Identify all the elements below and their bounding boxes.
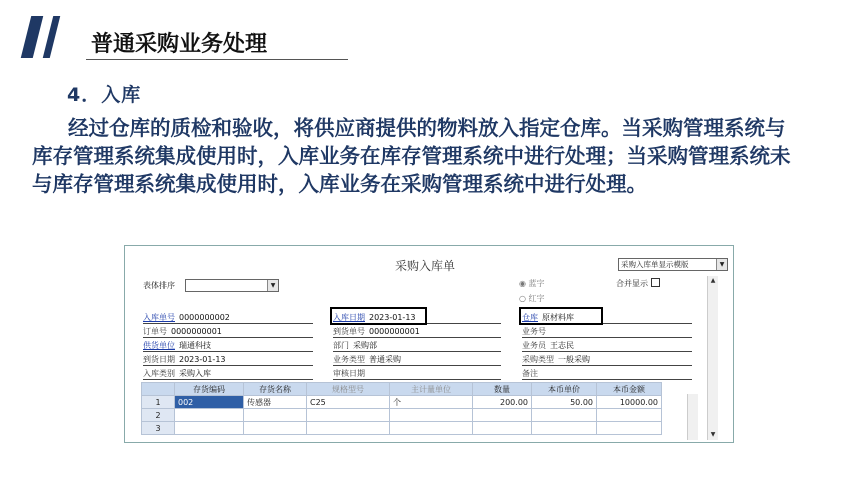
field-supplier[interactable]: [143, 340, 313, 352]
field-receipt-type[interactable]: [143, 368, 313, 380]
field-label[interactable]: 入库单号: [143, 313, 175, 322]
field-label: 审核日期: [333, 369, 365, 378]
template-select-value: 采购入库单显示模版: [621, 260, 689, 269]
highlight-box-warehouse: [519, 307, 603, 325]
field-label: 入库类别: [143, 369, 175, 378]
field-label: 部门: [333, 341, 349, 350]
row-number: 2: [142, 409, 175, 422]
field-value: 原材料库: [542, 313, 574, 322]
field-remark[interactable]: [522, 368, 692, 380]
cell-unit[interactable]: [390, 409, 473, 422]
items-grid: [141, 382, 662, 435]
field-clerk[interactable]: [522, 340, 692, 352]
field-value: 普通采购: [369, 355, 401, 364]
field-value: 2023-01-13: [369, 313, 416, 322]
logo-bar-left: [21, 16, 43, 58]
cell-spec[interactable]: [307, 422, 390, 435]
cell-unit[interactable]: [390, 422, 473, 435]
grid-header-code[interactable]: 存货编码: [175, 383, 244, 396]
scroll-up-icon[interactable]: ▲: [710, 277, 716, 284]
table-row[interactable]: [142, 396, 662, 409]
field-receipt-no[interactable]: [143, 312, 313, 324]
cell-name[interactable]: [244, 422, 307, 435]
grid-header-row: [142, 383, 662, 396]
field-biz-type[interactable]: [333, 354, 501, 366]
grid-header-qty[interactable]: 数量: [473, 383, 532, 396]
cell-price[interactable]: [532, 422, 597, 435]
field-label[interactable]: 仓库: [522, 313, 538, 322]
radio-red[interactable]: ○ 红字: [519, 294, 545, 303]
field-value: 王志民: [550, 341, 574, 350]
cell-amount[interactable]: [597, 409, 662, 422]
field-value: 0000000001: [171, 327, 222, 336]
cell-qty[interactable]: [473, 422, 532, 435]
cell-code[interactable]: [175, 409, 244, 422]
field-value: 采购部: [353, 341, 377, 350]
chevron-down-icon[interactable]: ▼: [716, 259, 727, 270]
field-value: 采购入库: [179, 369, 211, 378]
grid-header-spec[interactable]: 规格型号: [307, 383, 390, 396]
field-value: 0000000002: [179, 313, 230, 322]
title-underline: [86, 59, 348, 60]
grid-header-amount[interactable]: 本币金额: [597, 383, 662, 396]
cell-spec[interactable]: C25: [307, 396, 390, 409]
window-title: 采购入库单: [395, 259, 456, 273]
cell-code[interactable]: [175, 422, 244, 435]
field-label: 备注: [522, 369, 538, 378]
field-label[interactable]: 入库日期: [333, 313, 365, 322]
cell-qty[interactable]: 200.00: [473, 396, 532, 409]
cell-price[interactable]: [532, 409, 597, 422]
field-label: 订单号: [143, 327, 167, 336]
purchase-receipt-window: [124, 245, 734, 443]
field-label: 采购类型: [522, 355, 554, 364]
grid-header-unit[interactable]: 主计量单位: [390, 383, 473, 396]
row-number: 3: [142, 422, 175, 435]
field-arrival-date[interactable]: [143, 354, 313, 366]
page-title: 普通采购业务处理: [91, 32, 268, 57]
highlight-box-date: [330, 307, 427, 325]
radio-blue-label: 蓝字: [528, 279, 545, 288]
cell-name[interactable]: 传感器: [244, 396, 307, 409]
chevron-down-icon[interactable]: ▼: [267, 280, 278, 291]
grid-header-rownum: [142, 383, 175, 396]
table-row[interactable]: [142, 422, 662, 435]
logo-bar-right: [43, 16, 60, 58]
field-label: 到货日期: [143, 355, 175, 364]
field-value: 一般采购: [558, 355, 590, 364]
field-dept[interactable]: [333, 340, 501, 352]
cell-code[interactable]: 002: [175, 396, 244, 409]
template-select[interactable]: [618, 258, 728, 271]
table-row[interactable]: [142, 409, 662, 422]
body-paragraph: 经过仓库的质检和验收，将供应商提供的物料放入指定仓库。当采购管理系统与库存管理系统集成使用时，入库业务在库存管理系统中进行处理；当采购管理系统未与库存管理系统集成使用时，入库业务在采购管理系统中进行处理。: [32, 116, 791, 196]
cell-spec[interactable]: [307, 409, 390, 422]
merge-checkbox[interactable]: [651, 278, 660, 287]
cell-price[interactable]: 50.00: [532, 396, 597, 409]
sort-select[interactable]: [185, 279, 279, 292]
grid-header-name[interactable]: 存货名称: [244, 383, 307, 396]
cell-unit[interactable]: 个: [390, 396, 473, 409]
sort-label: 表体排序: [143, 281, 175, 290]
scroll-down-icon[interactable]: ▼: [710, 431, 716, 438]
field-label: 业务类型: [333, 355, 365, 364]
radio-blue[interactable]: ◉ 蓝字: [519, 279, 545, 288]
field-order-no[interactable]: [143, 326, 313, 338]
grid-scrollbar[interactable]: [687, 394, 698, 440]
field-purchase-type[interactable]: [522, 354, 692, 366]
field-label[interactable]: 供货单位: [143, 341, 175, 350]
field-value: 瑞通科技: [179, 341, 211, 350]
merge-display-label: 合并显示: [616, 279, 648, 288]
field-arrival-no[interactable]: [333, 326, 501, 338]
cell-amount[interactable]: [597, 422, 662, 435]
field-audit-date[interactable]: [333, 368, 501, 380]
field-label: 业务号: [522, 327, 546, 336]
field-label: 业务员: [522, 341, 546, 350]
field-label: 到货单号: [333, 327, 365, 336]
radio-red-label: 红字: [528, 294, 545, 303]
cell-name[interactable]: [244, 409, 307, 422]
cell-amount[interactable]: 10000.00: [597, 396, 662, 409]
grid-header-price[interactable]: 本币单价: [532, 383, 597, 396]
row-number: 1: [142, 396, 175, 409]
merge-display[interactable]: [616, 278, 660, 289]
cell-qty[interactable]: [473, 409, 532, 422]
field-value: 2023-01-13: [179, 355, 226, 364]
field-business-no[interactable]: [522, 326, 692, 338]
section-heading: 4．入库: [67, 84, 142, 106]
field-value: 0000000001: [369, 327, 420, 336]
vertical-scrollbar[interactable]: [707, 276, 718, 440]
